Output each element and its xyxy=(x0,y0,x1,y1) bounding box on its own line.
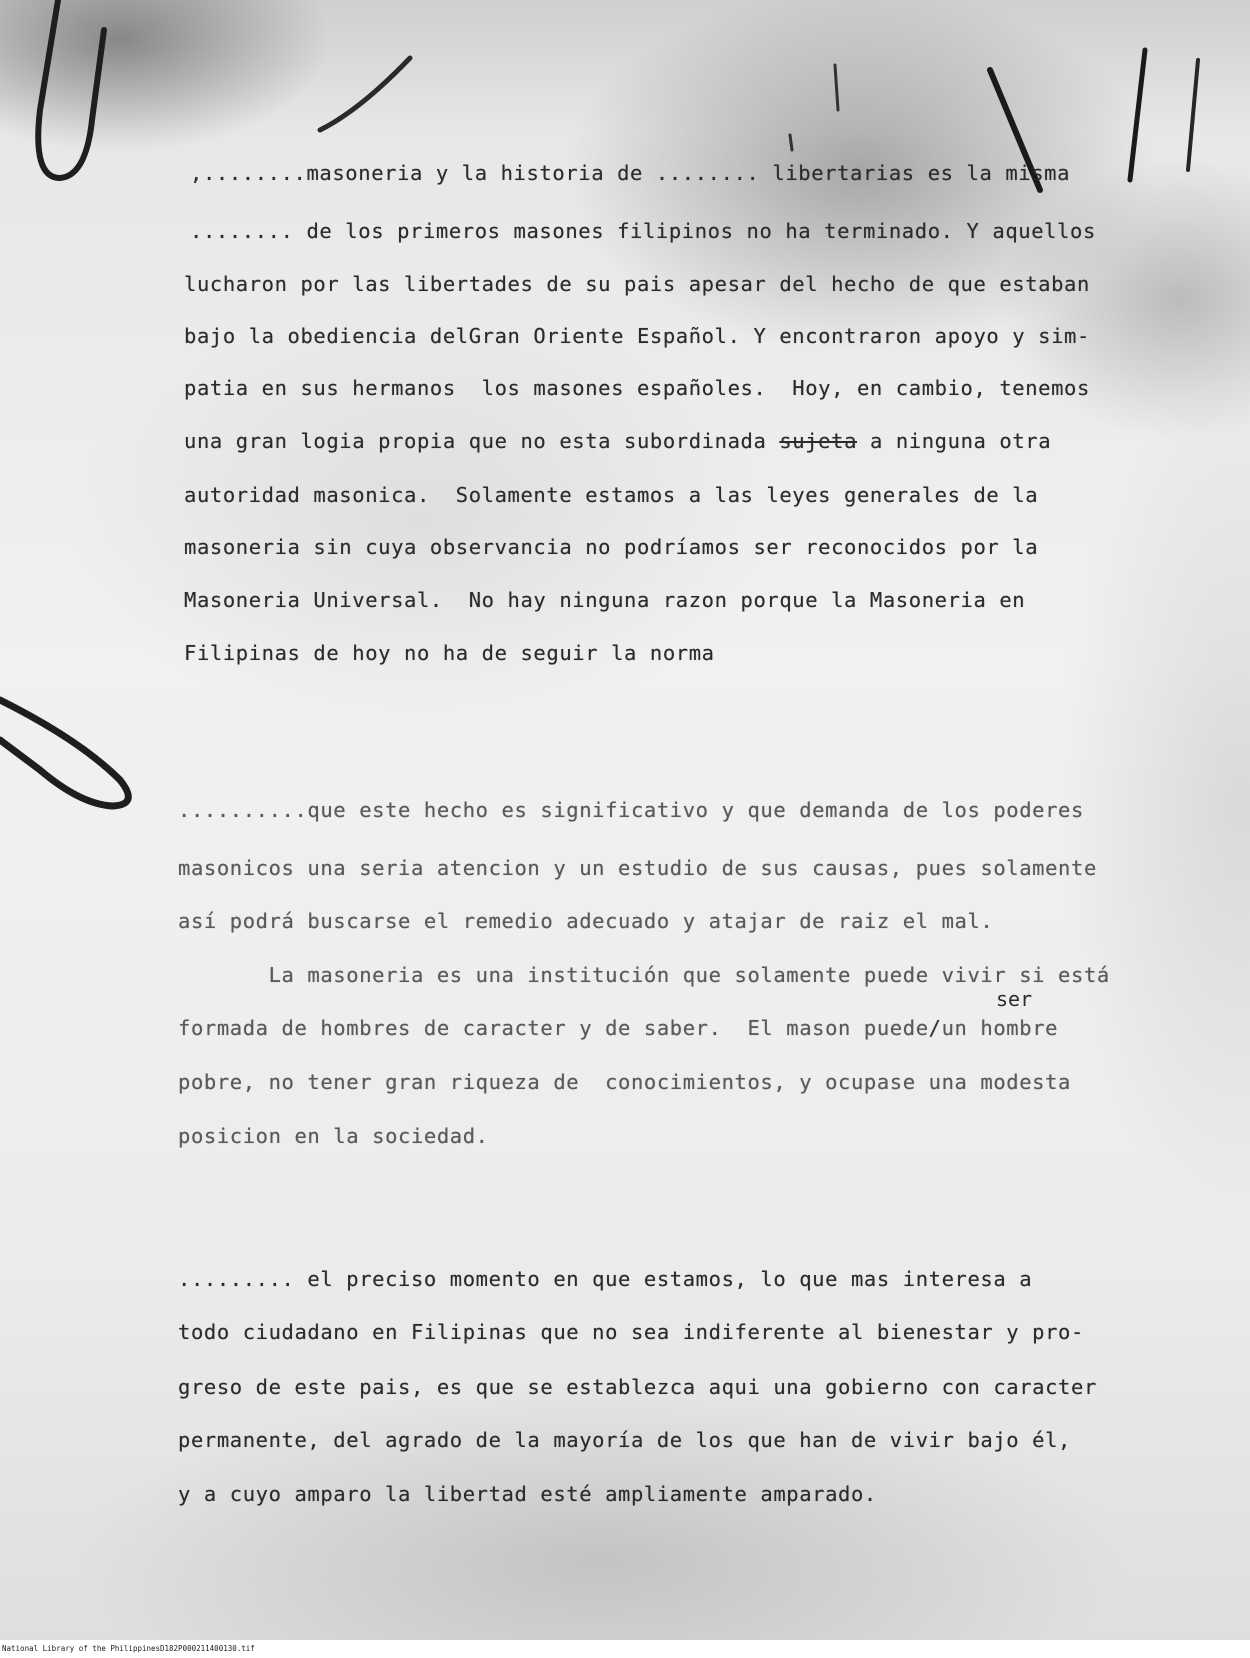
text-line: Filipinas de hoy no ha de seguir la norma xyxy=(184,641,715,665)
scan-footer xyxy=(0,1640,1250,1658)
insertion-mark: / xyxy=(928,1016,942,1040)
pen-tick-top-center-2 xyxy=(790,135,792,150)
text-segment: formada de hombres de caracter y de saber. El mason puede xyxy=(178,1016,929,1040)
text-line: ......... el preciso momento en que estamos, lo que mas interesa a xyxy=(178,1267,1033,1291)
paperclip-left-middle xyxy=(0,700,128,806)
text-line: La masoneria es una institución que solamente puede vivir si está xyxy=(178,963,1110,987)
text-line: masonicos una seria atencion y un estudio de sus causas, pues solamente xyxy=(178,856,1097,880)
pen-stroke-top-left xyxy=(320,58,410,130)
text-line: y a cuyo amparo la libertad esté ampliamente amparado. xyxy=(178,1482,877,1506)
text-line: todo ciudadano en Filipinas que no sea indiferente al bienestar y pro- xyxy=(178,1320,1084,1344)
archive-name: National Library of the Philippines xyxy=(2,1644,161,1653)
text-line: ........ de los primeros masones filipinos no ha terminado. Y aquellos xyxy=(190,219,1096,243)
text-line: así podrá buscarse el remedio adecuado y atajar de raiz el mal. xyxy=(178,909,994,933)
text-line xyxy=(184,428,1051,454)
text-line: Masoneria Universal. No hay ninguna razon porque la Masoneria en xyxy=(184,588,1026,612)
text-segment: un hombre xyxy=(941,1016,1059,1040)
text-line xyxy=(178,1015,1058,1041)
pen-tick-top-center xyxy=(835,65,838,110)
text-line: greso de este pais, es que se establezca aqui una gobierno con caracter xyxy=(178,1375,1097,1399)
text-line: permanente, del agrado de la mayoría de los que han de vivir bajo él, xyxy=(178,1428,1072,1452)
pen-stroke-top-right-3 xyxy=(1188,60,1198,170)
text-line: pobre, no tener gran riqueza de conocimientos, y ocupase una modesta xyxy=(178,1070,1072,1094)
struck-out-word: sujeta xyxy=(779,429,858,453)
text-line: ,........masoneria y la historia de ........ libertarias es la misma xyxy=(190,161,1071,185)
text-line: lucharon por las libertades de su pais apesar del hecho de que estaban xyxy=(184,272,1090,296)
text-line: autoridad masonica. Solamente estamos a las leyes generales de la xyxy=(184,483,1039,507)
text-segment: una gran logia propia que no esta subordinada xyxy=(184,429,767,453)
text-line: ..........que este hecho es significativo y que demanda de los poderes xyxy=(178,798,1084,822)
text-line: bajo la obediencia delGran Oriente Español. Y encontraron apoyo y sim- xyxy=(184,324,1090,348)
text-line: posicion en la sociedad. xyxy=(178,1124,489,1148)
text-segment: a ninguna otra xyxy=(869,429,1052,453)
handwritten-insertion: ser xyxy=(996,987,1033,1011)
pen-stroke-top-right-2 xyxy=(1130,50,1145,180)
paperclip-top-left xyxy=(38,0,104,178)
text-line: masoneria sin cuya observancia no podríamos ser reconocidos por la xyxy=(184,535,1039,559)
file-name: D182P000211400130.tif xyxy=(160,1644,255,1653)
text-line: patia en sus hermanos los masones españoles. Hoy, en cambio, tenemos xyxy=(184,376,1090,400)
